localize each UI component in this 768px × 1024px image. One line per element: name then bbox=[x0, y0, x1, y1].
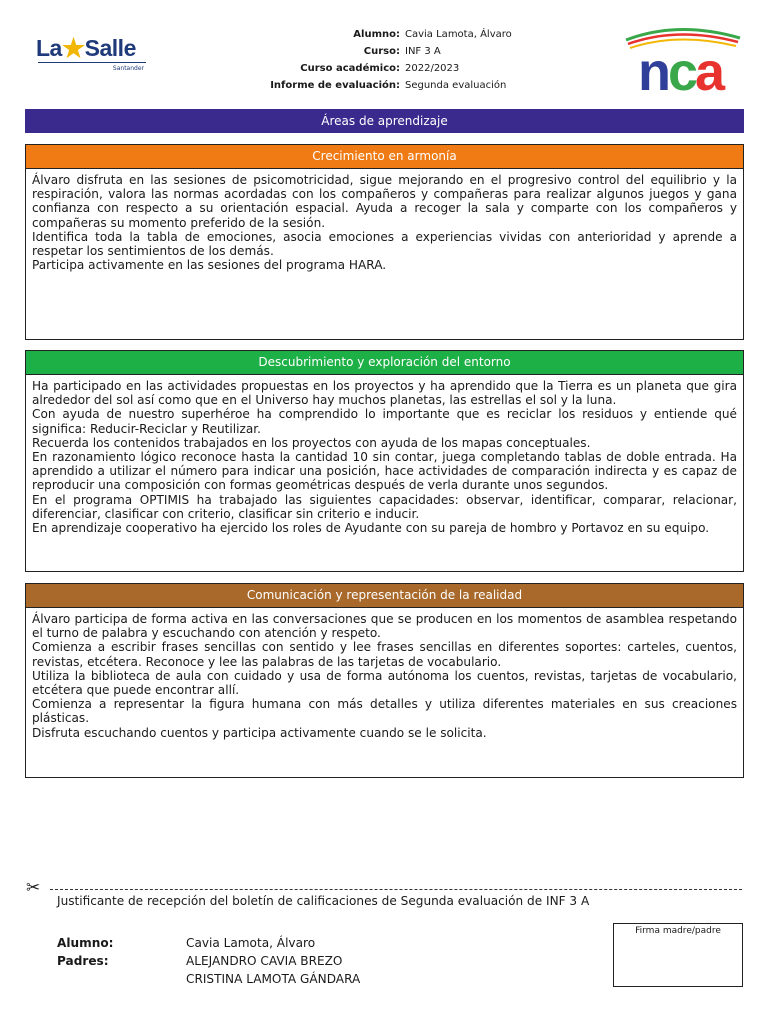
lasalle-word-salle: Salle bbox=[84, 35, 136, 61]
section-title: Comunicación y representación de la realidad bbox=[26, 584, 743, 608]
info-label: Curso académico: bbox=[300, 63, 400, 74]
info-row-curso-academico bbox=[230, 60, 605, 77]
receipt-title: Justificante de recepción del boletín de calificaciones de Segunda evaluación de INF 3 A bbox=[57, 894, 590, 908]
paragraph: Ha participado en las actividades propuestas en los proyectos y ha aprendido que la Tierra es un planeta que gira alrededor del sol así como que en el Universo hay muchos planetas, las estrellas el sol y la luna. bbox=[32, 379, 737, 408]
star-icon: ★ bbox=[61, 33, 85, 63]
section-body bbox=[26, 608, 743, 740]
paragraph: Comienza a representar la figura humana con más detalles y utiliza diferentes materiales en sus creaciones plásticas. bbox=[32, 697, 737, 726]
nca-letter-n: n bbox=[637, 42, 668, 94]
lasalle-logo bbox=[30, 22, 150, 74]
receipt-parent-2: CRISTINA LAMOTA GÁNDARA bbox=[186, 972, 361, 986]
info-value: Cavia Lamota, Álvaro bbox=[405, 29, 512, 40]
paragraph: Álvaro disfruta en las sesiones de psicomotricidad, sigue mejorando en el progresivo control del equilibrio y la respiración, valora las normas acordadas con los compañeros y compañeras para realizar algunos juegos y gana confianza con respecto a su orientación espacial. Ayuda a recoger la sala y comparte con los compañeros y compañeras su momento preferido de la sesión. bbox=[32, 173, 737, 230]
signature-label: Firma madre/padre bbox=[635, 926, 721, 936]
nca-letter-a: a bbox=[695, 42, 723, 94]
nca-logo bbox=[618, 24, 746, 94]
info-label: Curso: bbox=[363, 46, 400, 57]
lasalle-logo-rule bbox=[38, 62, 146, 63]
paragraph: Participa activamente en las sesiones del programa HARA. bbox=[32, 258, 387, 273]
section-comunicacion bbox=[25, 583, 744, 778]
section-body bbox=[26, 375, 743, 535]
scissors-icon: ✂ bbox=[26, 878, 41, 898]
paragraph: Utiliza la biblioteca de aula con cuidado y usa de forma autónoma los cuentos, revistas, tarjetas de vocabulario, etcétera que puede encontrar allí. bbox=[32, 668, 737, 698]
paragraph: Comienza a escribir frases sencillas con sentido y lee frases sencillas en diferentes soportes: carteles, cuentos, revistas, etcétera. Reconoce y lee las palabras de las tarjetas de vocabulario. bbox=[32, 640, 737, 669]
info-value: INF 3 A bbox=[405, 46, 441, 57]
receipt-student-label: Alumno: bbox=[57, 936, 114, 950]
section-title: Crecimiento en armonía bbox=[26, 145, 743, 169]
info-label: Alumno: bbox=[353, 29, 400, 40]
paragraph: Con ayuda de nuestro superhéroe ha comprendido lo importante que es reciclar los residuos y entiende qué significa: Reducir-Reciclar y Reutilizar. bbox=[32, 407, 737, 436]
nca-letter-c: c bbox=[667, 42, 695, 94]
lasalle-word-la: La bbox=[36, 35, 62, 61]
info-row-alumno bbox=[230, 26, 605, 43]
paragraph: En razonamiento lógico reconoce hasta la cantidad 10 sin contar, juega completando tablas de doble entrada. Ha aprendido a utilizar el número para indicar una posición, hace actividades de comparación indirecta y es capaz de reproducir una composición con formas geométricas después de verla durante unos segundos. bbox=[32, 450, 737, 493]
cut-line bbox=[50, 889, 742, 890]
areas-heading: Áreas de aprendizaje bbox=[25, 109, 744, 133]
info-value: Segunda evaluación bbox=[405, 80, 507, 91]
info-row-curso bbox=[230, 43, 605, 60]
paragraph: Álvaro participa de forma activa en las conversaciones que se producen en los momentos de asamblea respetando el turno de palabra y escuchando con atención y respeto. bbox=[32, 612, 737, 641]
info-row-informe bbox=[230, 77, 605, 94]
info-label: Informe de evaluación: bbox=[270, 80, 400, 91]
nca-wordmark bbox=[638, 42, 726, 94]
paragraph: En el programa OPTIMIS ha trabajado las siguientes capacidades: observar, identificar, comparar, relacionar, diferenciar, clasificar con criterio, clasificar sin criterio e inducir. bbox=[32, 492, 737, 521]
lasalle-wordmark bbox=[36, 32, 136, 63]
lasalle-city: Santander bbox=[112, 65, 144, 72]
paragraph: Recuerda los contenidos trabajados en los proyectos con ayuda de los mapas conceptuales. bbox=[32, 435, 591, 450]
info-value: 2022/2023 bbox=[405, 63, 460, 74]
nca-logo-graphic bbox=[618, 24, 746, 94]
paragraph: Disfruta escuchando cuentos y participa activamente cuando se le solicita. bbox=[32, 725, 487, 740]
paragraph: Identifica toda la tabla de emociones, asocia emociones a experiencias vividas con anterioridad y aprende a respetar los sentimientos de los demás. bbox=[32, 229, 737, 259]
receipt-parents-label: Padres: bbox=[57, 954, 109, 968]
section-body bbox=[26, 169, 743, 272]
paragraph: En aprendizaje cooperativo ha ejercido los roles de Ayudante con su pareja de hombro y Portavoz en su equipo. bbox=[32, 521, 710, 536]
receipt-student-value: Cavia Lamota, Álvaro bbox=[186, 936, 316, 950]
section-descubrimiento bbox=[25, 350, 744, 572]
signature-box[interactable] bbox=[613, 923, 743, 987]
section-crecimiento bbox=[25, 144, 744, 340]
receipt-parent-1: ALEJANDRO CAVIA BREZO bbox=[186, 954, 343, 968]
section-title: Descubrimiento y exploración del entorno bbox=[26, 351, 743, 375]
student-info bbox=[230, 26, 605, 94]
